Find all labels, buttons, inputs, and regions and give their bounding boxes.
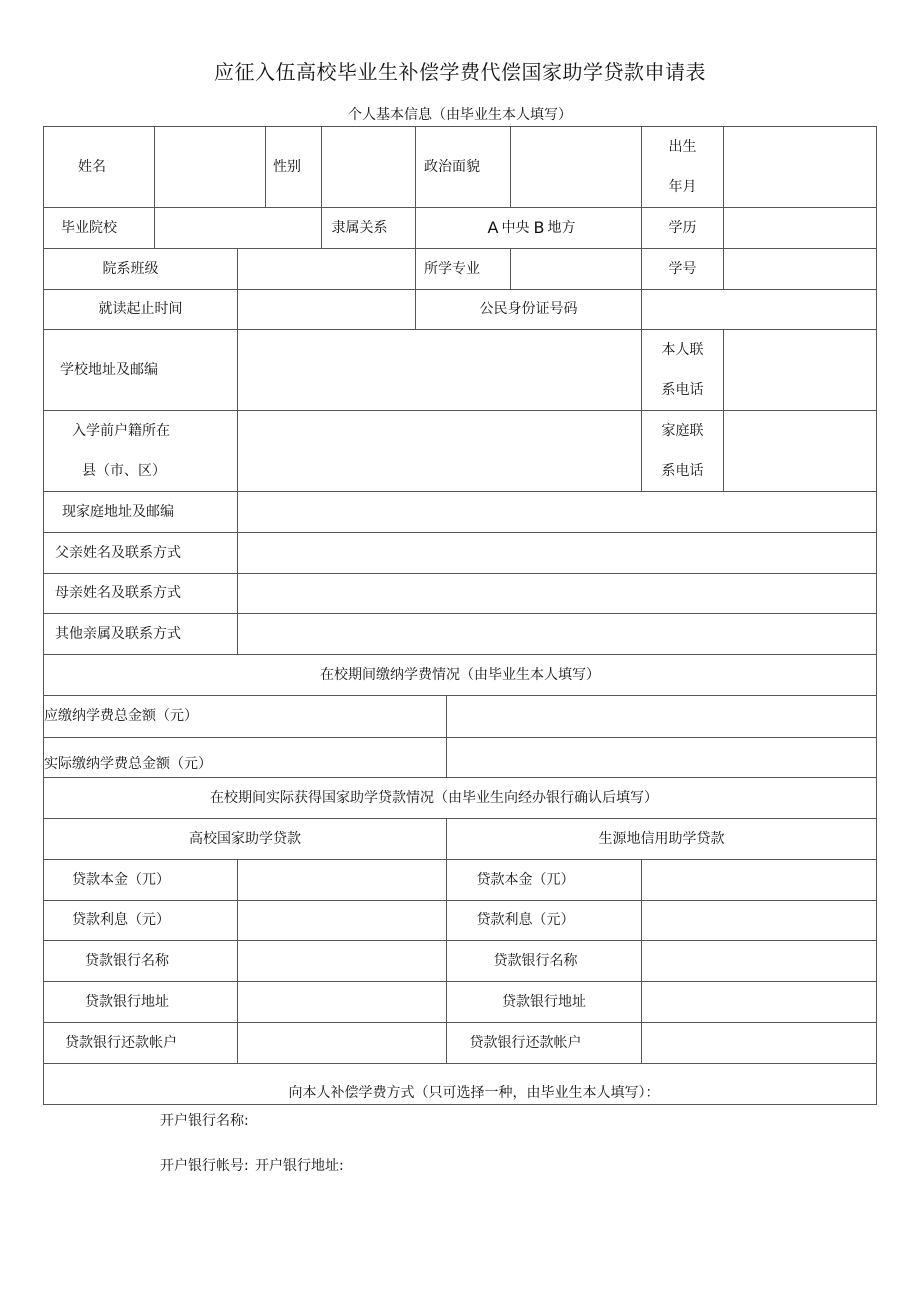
political-status-label: 政治面貌 bbox=[424, 158, 480, 175]
name-label: 姓名 bbox=[78, 158, 106, 175]
own-phone-label-line-1: 本人联 bbox=[661, 341, 704, 358]
birth-date-field[interactable] bbox=[724, 127, 876, 207]
account-bank-address-label: 开户银行地址: bbox=[255, 1158, 344, 1174]
family-phone-field[interactable] bbox=[724, 411, 876, 491]
local-interest-field[interactable] bbox=[642, 901, 876, 940]
own-phone-field[interactable] bbox=[724, 330, 876, 410]
school-address-label: 学校地址及邮编 bbox=[60, 361, 158, 378]
affiliation-label: 隶属关系 bbox=[331, 219, 388, 236]
study-period-field[interactable] bbox=[238, 290, 415, 329]
local-bank-address-field[interactable] bbox=[642, 982, 876, 1022]
department-label: 院系班级 bbox=[102, 260, 159, 277]
tuition-paid-label: 实际缴纳学费总金额（元） bbox=[44, 756, 212, 773]
campus-repay-account-label: 贷款银行还款帐户 bbox=[65, 1034, 177, 1051]
major-field[interactable] bbox=[511, 249, 641, 289]
hukou-label-line-1: 入学前户籍所在 bbox=[72, 422, 170, 439]
school-label: 毕业院校 bbox=[61, 219, 117, 236]
mother-contact-field[interactable] bbox=[238, 574, 876, 613]
table-border-right bbox=[876, 126, 877, 1105]
family-phone-label-line-1: 家庭联 bbox=[661, 422, 704, 439]
local-bank-address-label: 贷款银行地址 bbox=[502, 993, 586, 1010]
home-address-label: 现家庭地址及邮编 bbox=[62, 503, 174, 520]
table-border-bottom bbox=[43, 1104, 877, 1105]
birth-label-line-1: 出生 bbox=[668, 138, 697, 155]
hukou-label-line-2: 县（市、区） bbox=[82, 462, 166, 479]
family-phone-label-line-2: 系电话 bbox=[661, 462, 704, 479]
department-field[interactable] bbox=[238, 249, 415, 289]
own-phone-label-line-2: 系电话 bbox=[661, 381, 704, 398]
campus-interest-field[interactable] bbox=[238, 901, 446, 940]
account-bank-name-label: 开户银行名称: bbox=[160, 1113, 249, 1129]
student-id-field[interactable] bbox=[724, 249, 876, 289]
gender-field[interactable] bbox=[322, 127, 415, 207]
family-phone-label bbox=[642, 411, 723, 491]
campus-loan-header: 高校国家助学贷款 bbox=[189, 830, 301, 847]
local-bank-name-field[interactable] bbox=[642, 941, 876, 981]
local-interest-label: 贷款利息（元） bbox=[476, 912, 575, 929]
father-contact-field[interactable] bbox=[238, 533, 876, 573]
school-address-field[interactable] bbox=[238, 330, 641, 410]
student-id-label: 学号 bbox=[668, 260, 697, 277]
affiliation-option-a-text: 中央 bbox=[501, 219, 530, 236]
study-period-label: 就读起止时间 bbox=[98, 301, 183, 318]
id-card-field[interactable] bbox=[642, 290, 876, 329]
section-personal-title: 个人基本信息（由毕业生本人填写） bbox=[348, 107, 572, 123]
campus-repay-account-field[interactable] bbox=[238, 1023, 446, 1063]
gender-label: 性别 bbox=[273, 158, 301, 175]
campus-principal-label: 贷款本金（兀） bbox=[72, 871, 170, 888]
tuition-due-label: 应缴纳学费总金额（元） bbox=[44, 708, 198, 725]
loan-section-title: 在校期间实际获得国家助学贷款情况（由毕业生向经办银行确认后填写） bbox=[210, 789, 658, 806]
local-repay-account-label: 贷款银行还款帐户 bbox=[469, 1034, 582, 1051]
mother-contact-label: 母亲姓名及联系方式 bbox=[55, 585, 181, 602]
id-card-label: 公民身份证号码 bbox=[479, 301, 578, 318]
affiliation-option-b-letter: B bbox=[533, 218, 545, 238]
birth-label-line-2: 年月 bbox=[668, 178, 697, 195]
tuition-section-title: 在校期间缴纳学费情况（由毕业生本人填写） bbox=[320, 666, 600, 683]
form-title: 应征入伍高校毕业生补偿学费代偿国家助学贷款申请表 bbox=[214, 60, 706, 84]
compensation-method-text: 向本人补偿学费方式（只可选择一种，由毕业生本人填写）： bbox=[288, 1085, 660, 1102]
local-principal-field[interactable] bbox=[642, 860, 876, 900]
affiliation-option-b-text: 地方 bbox=[547, 219, 576, 236]
campus-interest-label: 贷款利息（元） bbox=[72, 912, 170, 929]
local-bank-name-label: 贷款银行名称 bbox=[493, 952, 578, 969]
affiliation-option-a-letter: A bbox=[487, 218, 499, 238]
campus-bank-name-label: 贷款银行名称 bbox=[85, 952, 169, 969]
tuition-paid-field[interactable] bbox=[447, 738, 876, 777]
name-field[interactable] bbox=[155, 127, 265, 207]
other-relative-label: 其他亲属及联系方式 bbox=[55, 625, 181, 642]
account-number-label: 开户银行帐号: bbox=[160, 1158, 249, 1174]
hukou-field[interactable] bbox=[238, 411, 641, 491]
campus-principal-field[interactable] bbox=[238, 860, 446, 900]
campus-bank-address-field[interactable] bbox=[238, 982, 446, 1022]
education-field[interactable] bbox=[724, 208, 876, 248]
local-repay-account-field[interactable] bbox=[642, 1023, 876, 1063]
local-principal-label: 贷款本金（兀） bbox=[476, 871, 575, 888]
birth-date-label bbox=[642, 127, 723, 207]
affiliation-options[interactable] bbox=[416, 208, 641, 248]
campus-bank-address-label: 贷款银行地址 bbox=[85, 993, 169, 1010]
home-address-field[interactable] bbox=[238, 492, 876, 532]
political-status-field[interactable] bbox=[511, 127, 641, 207]
hukou-label bbox=[44, 411, 230, 491]
tuition-due-field[interactable] bbox=[447, 696, 876, 737]
education-label: 学历 bbox=[668, 219, 697, 236]
school-field[interactable] bbox=[155, 208, 321, 248]
father-contact-label: 父亲姓名及联系方式 bbox=[55, 544, 181, 561]
local-loan-header: 生源地信用助学贷款 bbox=[598, 830, 725, 847]
campus-bank-name-field[interactable] bbox=[238, 941, 446, 981]
own-phone-label bbox=[642, 330, 723, 410]
other-relative-field[interactable] bbox=[238, 614, 876, 654]
major-label: 所学专业 bbox=[424, 260, 480, 277]
